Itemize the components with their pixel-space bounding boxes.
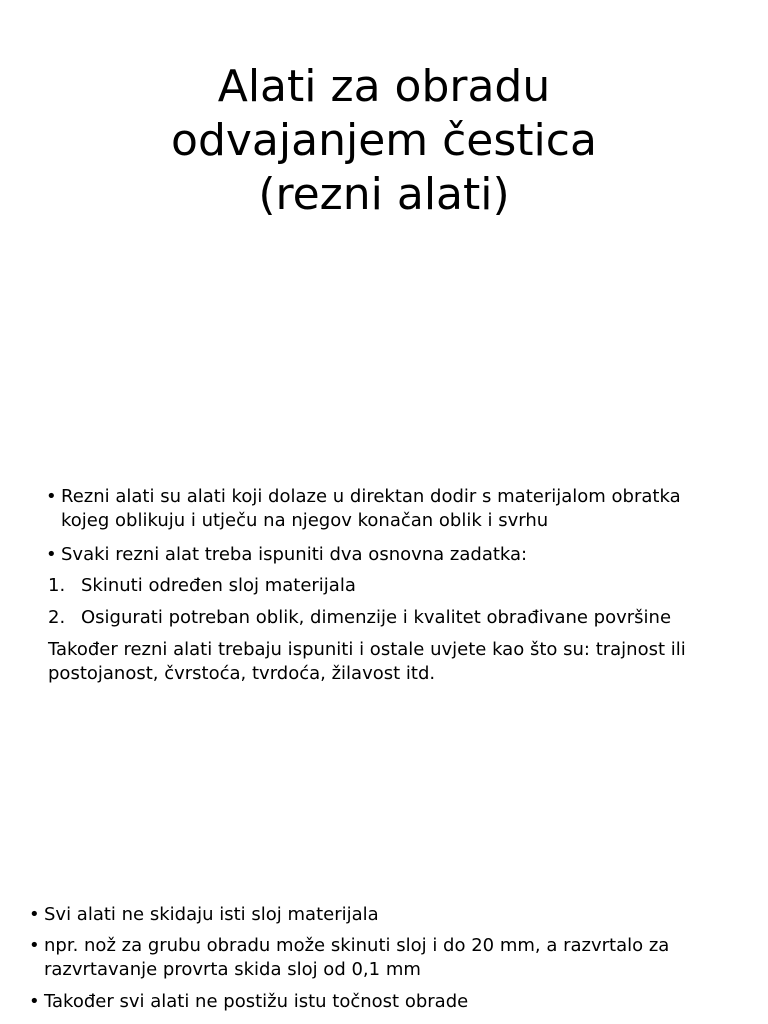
bullet-text: Svaki rezni alat treba ispuniti dva osnovna zadatka: <box>61 544 528 565</box>
bullet-mark: • <box>29 904 40 925</box>
bullet-mark: • <box>46 486 57 507</box>
slide-title <box>0 60 768 222</box>
bullet-text: Također svi alati ne postižu istu točnost obrade <box>44 991 469 1012</box>
item-number: 2. <box>48 607 66 628</box>
bullet-item-primjer <box>29 934 719 982</box>
bullet-text: npr. nož za grubu obradu može skinuti sloj i do 20 mm, a razvrtalo za razvrtavanje provrta skida sloj od 0,1 mm <box>44 935 670 980</box>
slide-title-line-1: Alati za obradu <box>217 61 551 112</box>
numbered-item-1 <box>48 574 698 598</box>
item-text: Skinuti određen sloj materijala <box>81 575 356 596</box>
bullet-item-sloj-materijala <box>29 903 719 927</box>
bullet-item-osnovna-zadatka <box>46 543 696 567</box>
bullet-item-rezni-alati <box>46 485 696 533</box>
item-number: 1. <box>48 575 66 596</box>
bullet-text: Rezni alati su alati koji dolaze u direktan dodir s materijalom obratka kojeg oblikuju i utječu na njegov konačan oblik i svrhu <box>61 486 681 531</box>
bullet-mark: • <box>46 544 57 565</box>
numbered-item-2 <box>48 606 728 630</box>
paragraph-ostali-uvjeti: Također rezni alati trebaju ispuniti i ostale uvjete kao što su: trajnost ili postojanost, čvrstoća, tvrdoća, žilavost itd. <box>48 639 686 684</box>
slide-title-line-2: odvajanjem čestica <box>171 115 597 166</box>
item-text: Osigurati potreban oblik, dimenzije i kvalitet obrađivane površine <box>81 607 672 628</box>
bullet-mark: • <box>29 991 40 1012</box>
bullet-item-tocnost <box>29 990 719 1014</box>
bullet-text: Svi alati ne skidaju isti sloj materijala <box>44 904 379 925</box>
slide-title-line-3: (rezni alati) <box>258 169 510 220</box>
bullet-mark: • <box>29 935 40 956</box>
